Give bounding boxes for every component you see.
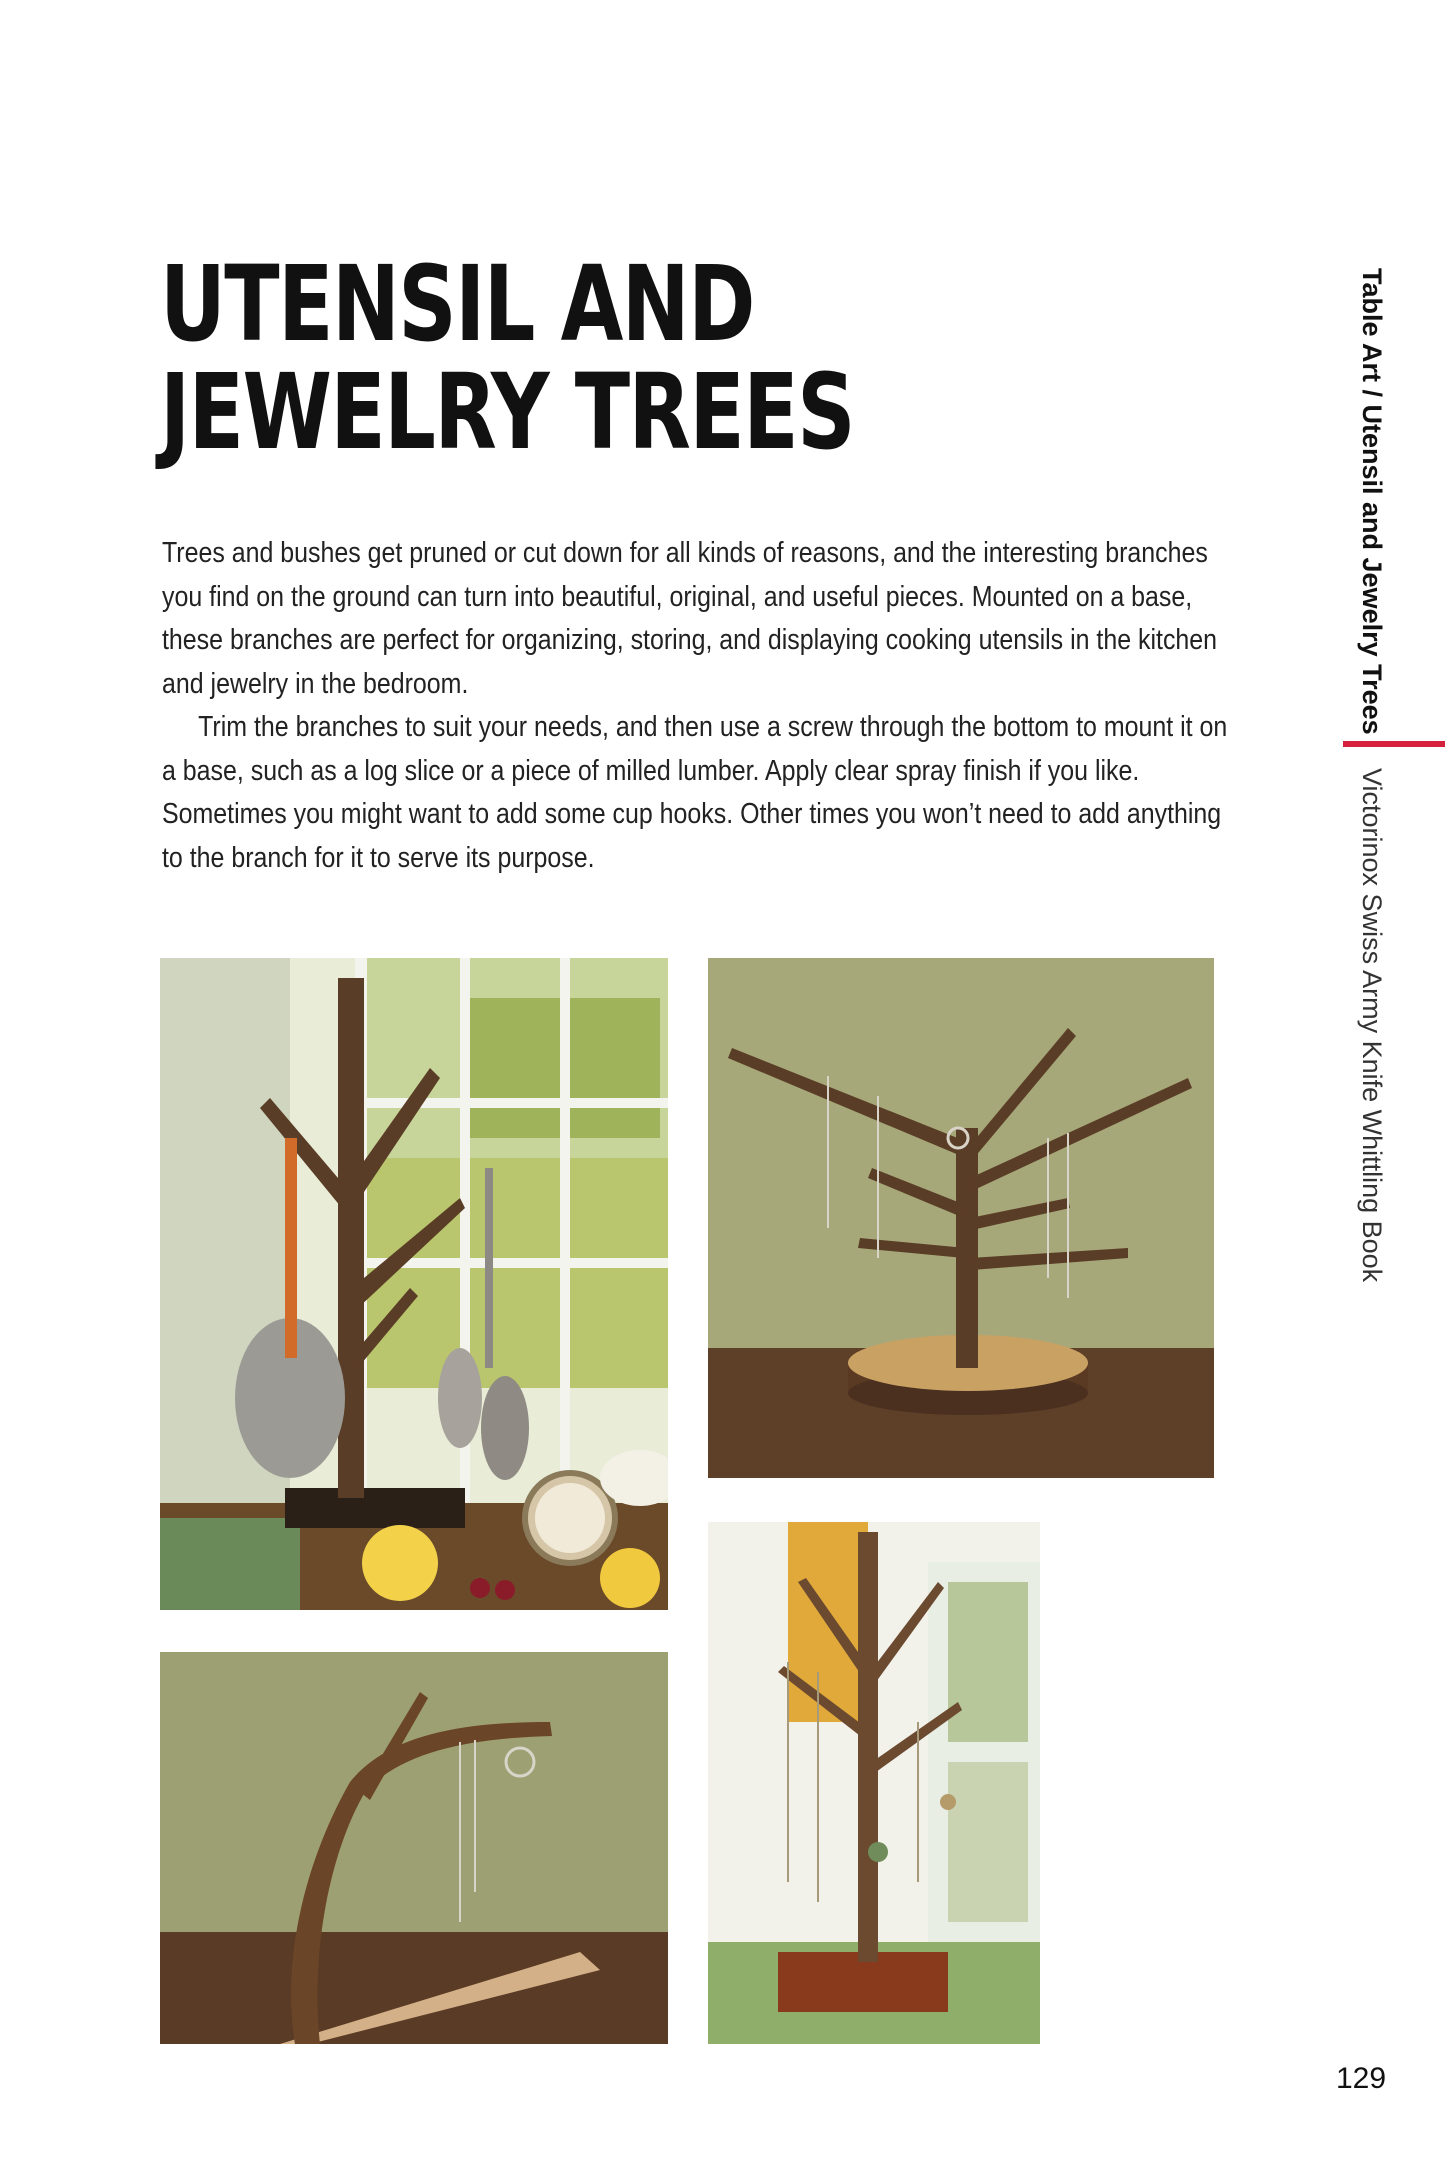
title-line-2: JEWELRY TREES <box>160 351 854 473</box>
title-line-1: UTENSIL AND <box>160 243 754 365</box>
body-text <box>162 532 1241 880</box>
paragraph-1: Trees and bushes get pruned or cut down for all kinds of reasons, and the interesting branches you find on the ground can turn into beautiful, original, and useful pieces. Mounted on a base, these branches are perfect for organizing, storing, and displaying cooking utensils in the kitchen and jewelry in the bedroom. <box>162 537 1218 700</box>
paragraph-2: Trim the branches to suit your needs, and then use a screw through the bottom to mount it on a base, such as a log slice or a piece of milled lumber. Apply clear spray finish if you like. Sometimes you might want to add some cup hooks. Other times you won’t need to add anything to the branch for it to serve its purpose. <box>162 711 1228 874</box>
photo-jewelry-tree-log <box>708 958 1214 1478</box>
page-title <box>160 243 862 473</box>
sidebar-book-title: Victorinox Swiss Army Knife Whittling Book <box>1357 768 1387 1283</box>
photo-jewelry-tree-window <box>708 1522 1040 2044</box>
page-number: 129 <box>1336 2062 1387 2095</box>
sidebar-section-title: Table Art / Utensil and Jewelry Trees <box>1357 268 1387 735</box>
photo-utensil-tree <box>160 958 668 1610</box>
photo-jewelry-tree-board <box>160 1652 668 2044</box>
sidebar-accent-bar <box>1343 741 1445 747</box>
